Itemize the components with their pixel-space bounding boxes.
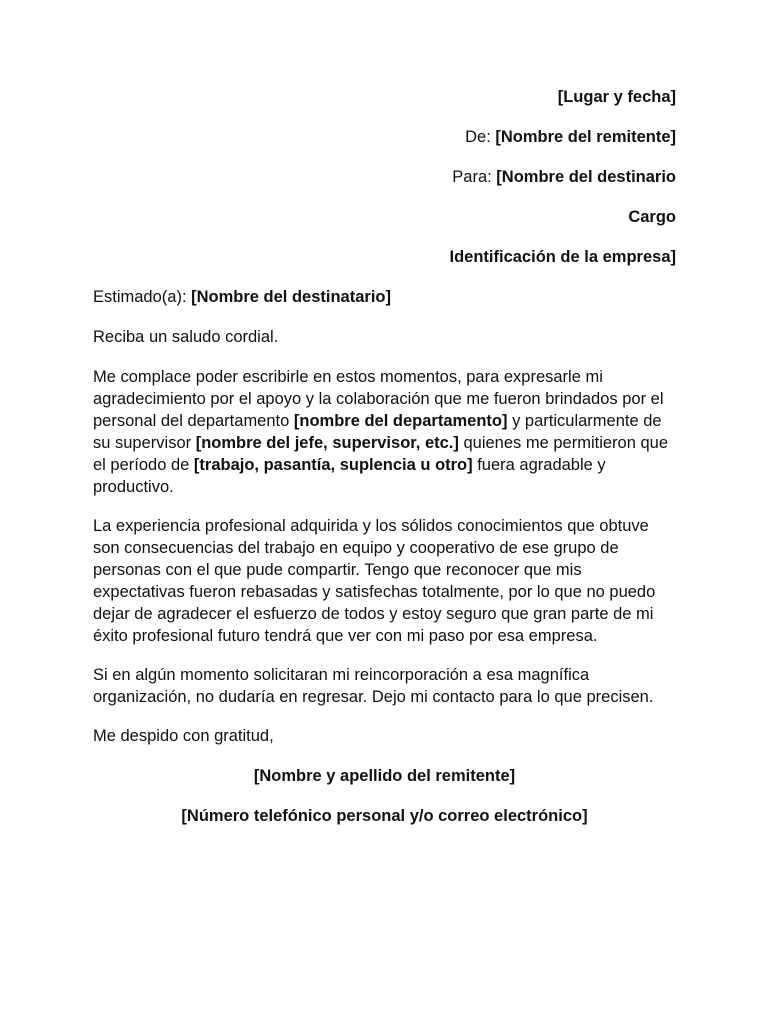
p1-text-1: Me complace poder escribirle en estos momentos, para expresarle mi agradecimiento por el apoyo y la colaboración que me fueron brindados por el personal del departamento	[93, 368, 664, 430]
letter-document	[93, 86, 676, 845]
body-paragraph-1	[93, 366, 676, 498]
period-placeholder: [trabajo, pasantía, suplencia u otro]	[193, 456, 473, 474]
supervisor-placeholder: [nombre del jefe, supervisor, etc.]	[195, 434, 459, 452]
closing-line: Me despido con gratitud,	[93, 727, 274, 745]
recipient-company: Identificación de la empresa]	[449, 248, 676, 266]
recipient-line	[93, 166, 676, 188]
department-placeholder: [nombre del departamento]	[293, 412, 508, 430]
body-paragraph-2: La experiencia profesional adquirida y los sólidos conocimientos que obtuve son consecuencias del trabajo en equipo y cooperativo de ese grupo de personas con el que pude compartir. Tengo que reconocer que mis expectativas fueron rebasadas y satisfechas totalmente, por lo que no puedo dejar de agradecer el esfuerzo de todos y estoy seguro que gran parte de mi éxito profesional futuro tendrá que ver con mi paso por esa empresa.	[93, 517, 656, 645]
greeting-label: Estimado(a):	[93, 288, 192, 306]
recipient-name: [Nombre del destinario	[496, 168, 676, 186]
sender-line	[93, 126, 676, 148]
greeting-name: [Nombre del destinatario]	[191, 288, 391, 306]
recipient-label: Para:	[452, 168, 497, 186]
salutation: Reciba un saludo cordial.	[93, 328, 279, 346]
body-paragraph-3: Si en algún momento solicitaran mi reincorporación a esa magnífica organización, no dudaría en regresar. Dejo mi contacto para lo que precisen.	[93, 666, 654, 706]
p1-text-3: quienes me permitieron que el período de	[93, 434, 669, 474]
signature-name: [Nombre y apellido del remitente]	[253, 767, 516, 785]
p1-text-2: y particularmente de su supervisor	[93, 412, 662, 452]
sender-label: De:	[465, 128, 496, 146]
p1-text-4: fuera agradable y productivo.	[93, 456, 606, 496]
greeting-line	[93, 286, 676, 308]
recipient-position: Cargo	[628, 208, 676, 226]
signature-contact: [Número telefónico personal y/o correo electrónico]	[181, 807, 588, 825]
sender-name: [Nombre del remitente]	[495, 128, 676, 146]
place-date: [Lugar y fecha]	[557, 88, 676, 106]
